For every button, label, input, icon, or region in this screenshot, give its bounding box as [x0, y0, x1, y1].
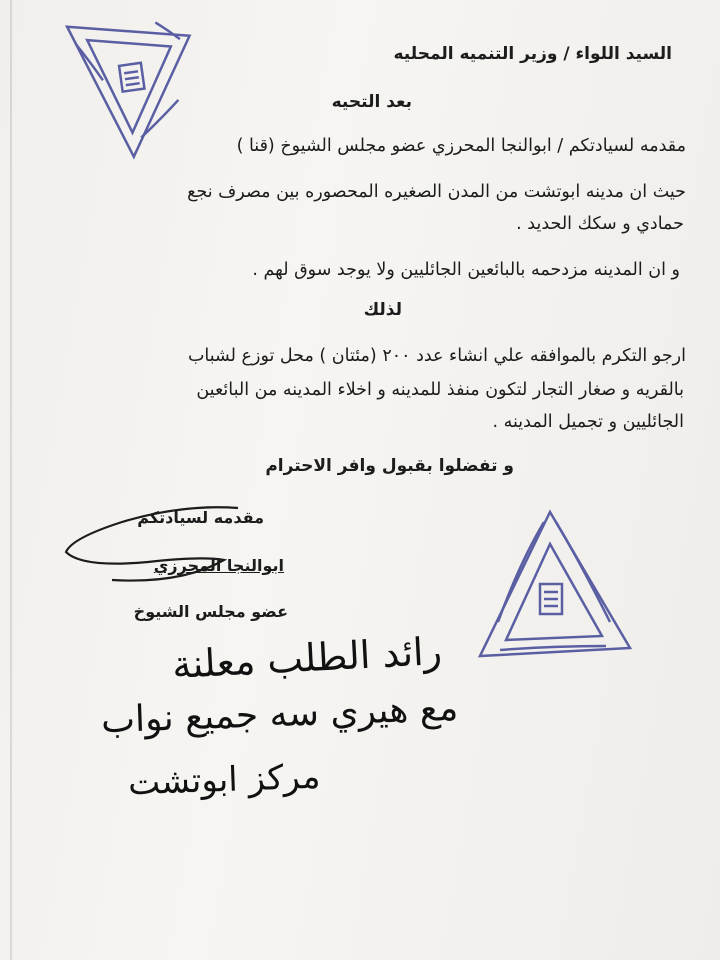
body-paragraph-1-line-1: حيث ان مدينه ابوتشت من المدن الصغيره المحصوره بين مصرف نجع: [187, 182, 686, 202]
bottom-right-stamp: [470, 502, 640, 662]
stamp-icon: [470, 502, 640, 662]
top-left-stamp: [64, 6, 204, 166]
body-paragraph-2: و ان المدينه مزدحمه بالبائعين الجائليين ولا يوجد سوق لهم .: [252, 260, 680, 280]
signature-scribble: [52, 500, 252, 590]
intro-line: مقدمه لسيادتكم / ابوالنجا المحرزي عضو مجلس الشيوخ (قنا ): [236, 136, 686, 156]
handwritten-line-1: رائد الطلب معلنة: [171, 628, 443, 688]
request-line-2: بالقريه و صغار التجار لتكون منفذ للمدينه و اخلاء المدينه من البائعين: [196, 380, 684, 400]
handwritten-line-2: مع هيري سه جميع نواب: [100, 687, 459, 742]
body-paragraph-1-line-2: حمادي و سكك الحديد .: [516, 214, 684, 234]
signature-presented-to: مقدمه لسيادتكم: [137, 508, 264, 527]
addressee-line: السيد اللواء / وزير التنميه المحليه: [393, 44, 672, 64]
signature-name: ابوالنجا المحرزي: [153, 556, 284, 575]
signature-title: عضو مجلس الشيوخ: [133, 602, 288, 621]
request-line-1: ارجو التكرم بالموافقه علي انشاء عدد ٢٠٠ (مئتان ) محل توزع لشباب: [187, 346, 686, 366]
signature-icon: [52, 500, 252, 590]
handwritten-line-3: مركز ابوتشت: [126, 756, 321, 804]
closing-line: و تفضلوا بقبول وافر الاحترام: [265, 456, 514, 476]
request-line-3: الجائليين و تجميل المدينه .: [492, 412, 684, 432]
greeting-line: بعد التحيه: [331, 92, 412, 112]
therefore-heading: لذلك: [363, 300, 402, 320]
paper-edge-shadow: [10, 0, 12, 960]
stamp-icon: [64, 6, 204, 166]
